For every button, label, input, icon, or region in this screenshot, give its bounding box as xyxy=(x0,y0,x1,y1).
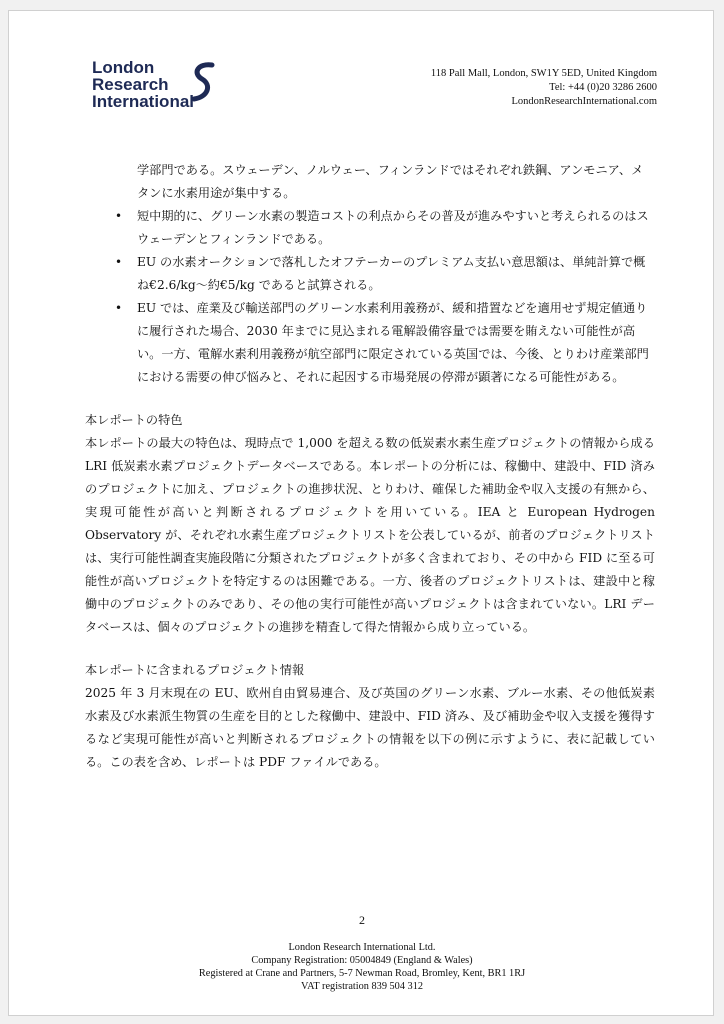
bullet-icon: • xyxy=(115,209,123,223)
list-item-text: EU では、産業及び輸送部門のグリーン水素利用義務が、緩和措置などを適用せず規定値通りに履行された場合、2030 年までに見込まれる電解設備容量では需要を賄えない可能性が高い。一方、電解水素利用義務が航空部門に限定されている英国では、今後、とりわけ産業部門における需要の伸び悩みと、それに起因する市場発展の停滞が顕著になる可能性がある。 xyxy=(137,301,649,384)
company-logo xyxy=(92,59,232,127)
logo-line-1: London xyxy=(92,58,155,77)
address-line: 118 Pall Mall, London, SW1Y 5ED, United Kingdom xyxy=(430,68,657,79)
footer-registration: Company Registration: 05004849 (England & Wales) xyxy=(251,955,473,966)
list-item xyxy=(85,159,655,205)
section-body-features: 本レポートの最大の特色は、現時点で 1,000 を超える数の低炭素水素生産プロジェクトの情報から成る LRI 低炭素水素プロジェクトデータベースである。本レポートの分析には、稼働中、建設中、FID 済みのプロジェクトに加え、プロジェクトの進捗状況、とりわけ、確保した補助金や収入支援の有無から、実現可能性が高いと判断されるプロジェクトを用いている。IEA と European Hydrogen Observatory が、それぞれ水素生産プロジェクトリストを公表しているが、前者のプロジェクトリストは、実行可能性調査実施段階に分類されたプロジェクトが多く含まれており、その中から FID に至る可能性が高いプロジェクトを特定するのは困難である。一方、後者のプロジェクトリストは、建設中と稼働中のプロジェクトのみであり、その他の実行可能性が高いプロジェクトは含まれていない。LRI データベースは、個々のプロジェクトの進捗を精査して得た情報から成り立っている。 xyxy=(85,436,655,634)
list-item-text: 短中期的に、グリーン水素の製造コストの利点からその普及が進みやすいと考えられるのはスウェーデンとフィンランドである。 xyxy=(137,209,649,246)
logo-swirl-icon xyxy=(186,61,220,103)
company-address-block xyxy=(431,67,657,109)
website-line: LondonResearchInternational.com xyxy=(511,96,657,107)
logo-line-2: Research xyxy=(92,75,169,94)
section-body-project-info: 2025 年 3 月末現在の EU、欧州自由貿易連合、及び英国のグリーン水素、ブルー水素、その他低炭素水素及び水素派生物質の生産を目的とした稼働中、建設中、FID 済み、及び補助金や収入支援を獲得するなど実現可能性が高いと判断されるプロジェクトの情報を以下の例に示すように、表に記載している。この表を含め、レポートは PDF ファイルである。 xyxy=(85,686,655,769)
page-number: 2 xyxy=(359,913,365,927)
main-content xyxy=(85,159,655,774)
footer-registered-address: Registered at Crane and Partners, 5-7 Newman Road, Bromley, Kent, BR1 1RJ xyxy=(198,968,526,979)
logo-line-3: International xyxy=(92,92,195,111)
list-item xyxy=(85,205,655,251)
page-footer xyxy=(9,941,715,993)
bullet-icon: • xyxy=(115,301,123,315)
list-item xyxy=(85,297,655,389)
key-findings-list xyxy=(85,159,655,389)
list-item xyxy=(85,251,655,297)
document-page xyxy=(8,10,714,1016)
list-item-text: EU の水素オークションで落札したオフテーカーのプレミアム支払い意思額は、単純計算で概ね€2.6/kg〜約€5/kg であると試算される。 xyxy=(137,255,646,292)
telephone-line: Tel: +44 (0)20 3286 2600 xyxy=(549,82,657,93)
bullet-icon: • xyxy=(115,255,123,269)
footer-vat: VAT registration 839 504 312 xyxy=(300,981,424,992)
footer-company: London Research International Ltd. xyxy=(288,942,436,953)
list-item-text: 学部門である。スウェーデン、ノルウェー、フィンランドではそれぞれ鉄鋼、アンモニア、メタンに水素用途が集中する。 xyxy=(137,163,644,200)
logo-wordmark xyxy=(92,59,194,110)
section-heading-features: 本レポートの特色 xyxy=(85,413,183,427)
section-heading-project-info: 本レポートに含まれるプロジェクト情報 xyxy=(85,663,305,677)
